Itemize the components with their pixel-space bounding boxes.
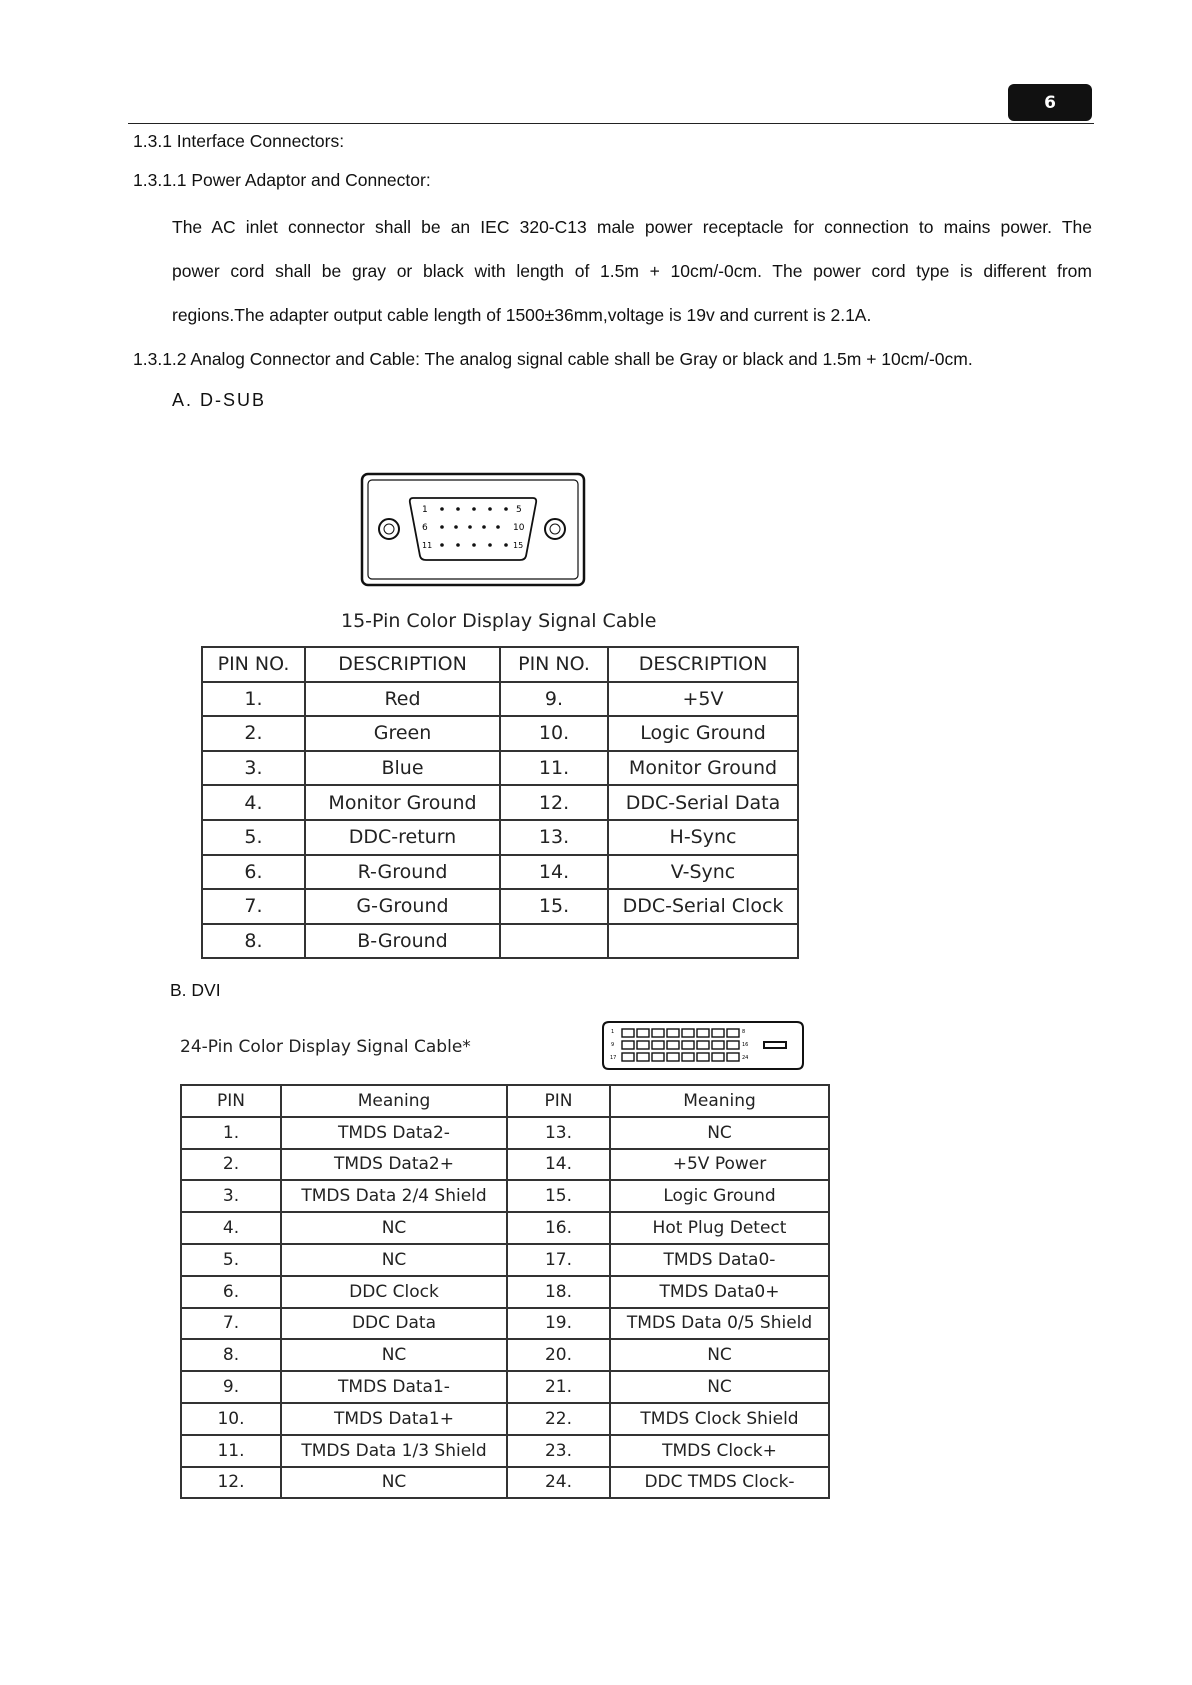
table-cell: TMDS Clock Shield bbox=[610, 1403, 829, 1435]
table-cell: NC bbox=[281, 1244, 507, 1276]
dsub-label: A. D-SUB bbox=[172, 390, 267, 410]
table-cell: R-Ground bbox=[305, 855, 500, 890]
table-cell: 10. bbox=[500, 716, 608, 751]
svg-text:5: 5 bbox=[516, 505, 522, 515]
table-cell: 4. bbox=[181, 1212, 281, 1244]
table-cell: TMDS Data1+ bbox=[281, 1403, 507, 1435]
column-header: DESCRIPTION bbox=[305, 647, 500, 682]
table-row bbox=[202, 820, 798, 855]
table-cell: 8. bbox=[181, 1339, 281, 1371]
svg-text:10: 10 bbox=[513, 523, 525, 533]
table-cell: DDC Data bbox=[281, 1308, 507, 1340]
table-row bbox=[202, 682, 798, 717]
svg-text:16: 16 bbox=[742, 1042, 749, 1048]
table-row bbox=[181, 1371, 829, 1403]
table-cell: TMDS Data2+ bbox=[281, 1149, 507, 1181]
table-row bbox=[181, 1308, 829, 1340]
table-cell: NC bbox=[281, 1212, 507, 1244]
table-cell: 24. bbox=[507, 1467, 610, 1499]
table-cell: DDC-Serial Clock bbox=[608, 889, 798, 924]
table-cell: 13. bbox=[500, 820, 608, 855]
table-cell: Red bbox=[305, 682, 500, 717]
table-cell: 2. bbox=[202, 716, 305, 751]
table-row bbox=[181, 1117, 829, 1149]
table-header-row bbox=[181, 1085, 829, 1117]
table-cell: G-Ground bbox=[305, 889, 500, 924]
table-cell: 6. bbox=[181, 1276, 281, 1308]
table-cell: 11. bbox=[500, 751, 608, 786]
table-cell: 7. bbox=[181, 1308, 281, 1340]
table-cell bbox=[500, 924, 608, 959]
table-row bbox=[181, 1339, 829, 1371]
dvi-connector-diagram bbox=[601, 1020, 805, 1071]
power-paragraph-line-2: power cord shall be gray or black with length of 1.5m + 10cm/-0cm. The power cord type is different from bbox=[172, 261, 1092, 281]
table-row bbox=[202, 716, 798, 751]
table-cell: Monitor Ground bbox=[305, 785, 500, 820]
table-cell: Logic Ground bbox=[608, 716, 798, 751]
table-cell: DDC TMDS Clock- bbox=[610, 1467, 829, 1499]
table-cell: 11. bbox=[181, 1435, 281, 1467]
table-cell: 16. bbox=[507, 1212, 610, 1244]
table-cell: 8. bbox=[202, 924, 305, 959]
table-cell: 9. bbox=[500, 682, 608, 717]
table-cell: +5V Power bbox=[610, 1149, 829, 1181]
table-cell: NC bbox=[281, 1339, 507, 1371]
table-cell: 21. bbox=[507, 1371, 610, 1403]
table-cell: 1. bbox=[202, 682, 305, 717]
header-rule bbox=[128, 123, 1094, 124]
table-row bbox=[181, 1435, 829, 1467]
table-cell: 5. bbox=[181, 1244, 281, 1276]
svg-text:15: 15 bbox=[513, 541, 524, 550]
table-cell: NC bbox=[281, 1467, 507, 1499]
table-cell: 7. bbox=[202, 889, 305, 924]
page-number-badge: 6 bbox=[1008, 84, 1092, 121]
table-cell: DDC-return bbox=[305, 820, 500, 855]
table-cell: 14. bbox=[507, 1149, 610, 1181]
table-row bbox=[181, 1149, 829, 1181]
power-paragraph-line-1: The AC inlet connector shall be an IEC 320-C13 male power receptacle for connection to mains power. The bbox=[172, 217, 1092, 237]
column-header: DESCRIPTION bbox=[608, 647, 798, 682]
table-cell bbox=[608, 924, 798, 959]
table-cell: TMDS Clock+ bbox=[610, 1435, 829, 1467]
column-header: PIN bbox=[181, 1085, 281, 1117]
table-cell: 2. bbox=[181, 1149, 281, 1181]
table-cell: 13. bbox=[507, 1117, 610, 1149]
table-row bbox=[202, 889, 798, 924]
table-cell: TMDS Data0- bbox=[610, 1244, 829, 1276]
column-header: PIN NO. bbox=[500, 647, 608, 682]
table-row bbox=[181, 1276, 829, 1308]
section-heading-analog: 1.3.1.2 Analog Connector and Cable: The analog signal cable shall be Gray or black and 1.5m + 10cm/-0cm. bbox=[133, 349, 973, 369]
table-cell: TMDS Data1- bbox=[281, 1371, 507, 1403]
table-cell: TMDS Data0+ bbox=[610, 1276, 829, 1308]
power-paragraph-line-3: regions.The adapter output cable length of 1500±36mm,voltage is 19v and current is 2.1A. bbox=[172, 305, 872, 325]
table-row bbox=[202, 924, 798, 959]
table-row bbox=[202, 855, 798, 890]
table-cell: B-Ground bbox=[305, 924, 500, 959]
section-heading-power: 1.3.1.1 Power Adaptor and Connector: bbox=[133, 170, 431, 190]
table-row bbox=[181, 1403, 829, 1435]
table-cell: 3. bbox=[202, 751, 305, 786]
table-cell: 19. bbox=[507, 1308, 610, 1340]
column-header: PIN NO. bbox=[202, 647, 305, 682]
table-cell: TMDS Data2- bbox=[281, 1117, 507, 1149]
table-cell: TMDS Data 1/3 Shield bbox=[281, 1435, 507, 1467]
table-cell: 15. bbox=[507, 1180, 610, 1212]
table-cell: Logic Ground bbox=[610, 1180, 829, 1212]
table-cell: 15. bbox=[500, 889, 608, 924]
table-cell: 14. bbox=[500, 855, 608, 890]
table-row bbox=[202, 751, 798, 786]
table-row bbox=[181, 1244, 829, 1276]
dvi-label: B. DVI bbox=[170, 980, 221, 1000]
screw-hole-left-icon bbox=[379, 519, 399, 539]
dsub-connector-diagram bbox=[360, 472, 586, 587]
table-cell: NC bbox=[610, 1339, 829, 1371]
table-cell: 4. bbox=[202, 785, 305, 820]
table-cell: 22. bbox=[507, 1403, 610, 1435]
table-cell: 18. bbox=[507, 1276, 610, 1308]
table-cell: 3. bbox=[181, 1180, 281, 1212]
table-header-row bbox=[202, 647, 798, 682]
svg-text:11: 11 bbox=[422, 541, 433, 550]
table-cell: Monitor Ground bbox=[608, 751, 798, 786]
table-cell: Green bbox=[305, 716, 500, 751]
svg-text:17: 17 bbox=[610, 1055, 617, 1061]
table-cell: 20. bbox=[507, 1339, 610, 1371]
svg-text:1: 1 bbox=[611, 1029, 615, 1035]
vga-pin-table bbox=[201, 646, 799, 959]
column-header: Meaning bbox=[610, 1085, 829, 1117]
table-cell: 12. bbox=[181, 1467, 281, 1499]
table-cell: V-Sync bbox=[608, 855, 798, 890]
column-header: Meaning bbox=[281, 1085, 507, 1117]
vga-table-caption: 15-Pin Color Display Signal Cable bbox=[341, 610, 657, 632]
table-cell: 5. bbox=[202, 820, 305, 855]
table-cell: 9. bbox=[181, 1371, 281, 1403]
dvi-pin-table bbox=[180, 1084, 830, 1499]
table-cell: +5V bbox=[608, 682, 798, 717]
dvi-table-caption: 24-Pin Color Display Signal Cable* bbox=[180, 1037, 471, 1057]
svg-text:1: 1 bbox=[422, 505, 428, 515]
table-row bbox=[181, 1212, 829, 1244]
column-header: PIN bbox=[507, 1085, 610, 1117]
table-cell: NC bbox=[610, 1117, 829, 1149]
table-cell: DDC Clock bbox=[281, 1276, 507, 1308]
section-heading-interface: 1.3.1 Interface Connectors: bbox=[133, 131, 345, 151]
table-cell: Blue bbox=[305, 751, 500, 786]
svg-text:9: 9 bbox=[611, 1042, 615, 1048]
table-cell: 6. bbox=[202, 855, 305, 890]
table-row bbox=[181, 1467, 829, 1499]
table-cell: 12. bbox=[500, 785, 608, 820]
table-cell: NC bbox=[610, 1371, 829, 1403]
table-cell: H-Sync bbox=[608, 820, 798, 855]
table-cell: TMDS Data 0/5 Shield bbox=[610, 1308, 829, 1340]
table-row bbox=[202, 785, 798, 820]
table-cell: 17. bbox=[507, 1244, 610, 1276]
screw-hole-right-icon bbox=[545, 519, 565, 539]
table-cell: TMDS Data 2/4 Shield bbox=[281, 1180, 507, 1212]
table-cell: 1. bbox=[181, 1117, 281, 1149]
svg-text:8: 8 bbox=[742, 1029, 746, 1035]
table-cell: Hot Plug Detect bbox=[610, 1212, 829, 1244]
table-cell: 23. bbox=[507, 1435, 610, 1467]
table-row bbox=[181, 1180, 829, 1212]
svg-text:6: 6 bbox=[422, 523, 428, 533]
table-cell: DDC-Serial Data bbox=[608, 785, 798, 820]
table-cell: 10. bbox=[181, 1403, 281, 1435]
svg-text:24: 24 bbox=[742, 1055, 749, 1061]
